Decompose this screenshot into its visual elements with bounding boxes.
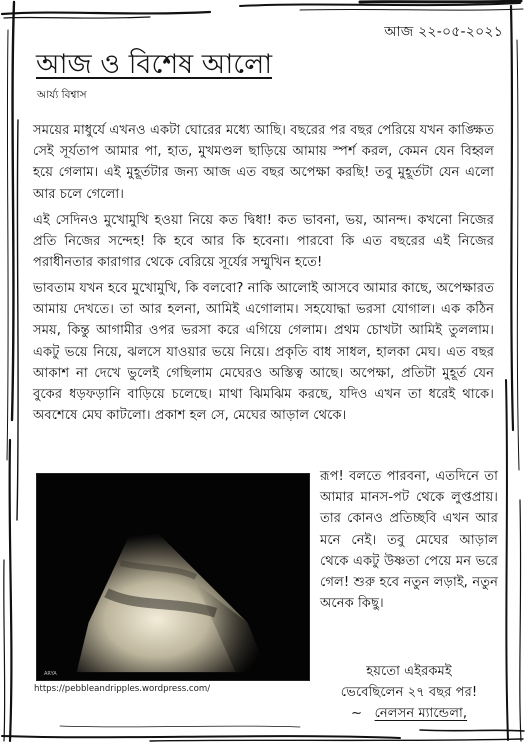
sunlight-photo <box>36 473 310 681</box>
photo-watermark: ARYA <box>44 671 57 677</box>
quote-attribution <box>318 703 500 724</box>
closing-quote <box>318 661 500 725</box>
photo-source-caption: https://pebbleandripples.wordpress.com/ <box>34 684 211 694</box>
date-label: আজ ২২-০৫-২০২১ <box>384 24 503 40</box>
paragraph-1: সময়ের মাধুর্যে এখনও একটা ঘোরের মধ্যে আছি। বছরের পর বছর পেরিয়ে যখন কাঙ্ক্ষিত সেই সূর্যতাপ আমার পা, হাত, মুখমণ্ডল ছাড়িয়ে আমায় স্পর্শ করল, কেমন যেন বিহ্বল হয়ে গেলাম। এই মুহূর্তটার জন্য আজ এত বছর অপেক্ষা করছি! তবু মুহূর্তটা যেন এলো আর চলে গেলো। <box>33 123 494 202</box>
quote-line-2: ভেবেছিলেন ২৭ বছর পর! <box>340 685 478 701</box>
author-name: আর্য্য বিশ্বাস <box>37 89 87 101</box>
article-title: আজ ও বিশেষ আলো <box>36 49 273 80</box>
right-column-paragraph: রূপ! বলতে পারবনা, এতদিনে তা আমার মানস-পট থেকে লুপ্তপ্রায়। তার কোনও প্রতিচ্ছবি এখন আর মনে নেই। তবু মেঘের আড়াল থেকে একটু উষ্ণতা পেয়ে মন ভরে গেল! শুরু হবে নতুন লড়াই, নতুন অনেক কিছু। <box>320 469 498 612</box>
sunlight-beam-graphic <box>37 474 309 680</box>
quote-line-1: হয়তো এইরকমই <box>366 664 452 679</box>
quote-author: নেলসন ম্যান্ডেলা, <box>374 706 468 722</box>
paragraph-3: ভাবতাম যখন হবে মুখোমুখি, কি বলবো? নাকি আলোই আসবে আমার কাছে, অপেক্ষারত আমায় দেখতে। তা আর হলনা, আমিই এগোলাম। সহযোদ্ধা ভরসা যোগাল। এক কঠিন সময়, কিন্তু আগামীর ওপর ভরসা করে এগিয়ে গেলাম। প্রথম চোখটা আমিই তুললাম। একটু ভয়ে নিয়ে, ঝলসে যাওয়ার ভয়ে নিয়ে। প্রকৃতি বাধ সাধল, হালকা মেঘ। এত বছর আকাশ না দেখে ভুলেই গেছিলাম মেঘেরও অস্তিত্ব আছে। অপেক্ষা, প্রতিটা মুহূর্ত যেন বুকের ধড়ফড়ানি বাড়িয়ে চলেছে। মাথা ঝিমঝিম করছে, যদিও এখন তা ধরেই থাকে। অবশেষে মেঘ কাটলো। প্রকাশ হল সে, মেঘের আড়াল থেকে। <box>33 281 494 424</box>
paragraph-2: এই সেদিনও মুখোমুখি হওয়া নিয়ে কত দ্বিধা! কত ভাবনা, ভয়, আনন্দ। কখনো নিজের প্রতি নিজের সন্দেহ! কি হবে আর কি হবেনা। পারবো কি এত বছরের এই নিজের পরাধীনতার কারাগার থেকে বেরিয়ে সূর্যের সম্মুখিন হতে! <box>33 213 494 271</box>
quote-dash: ~ <box>350 706 362 722</box>
